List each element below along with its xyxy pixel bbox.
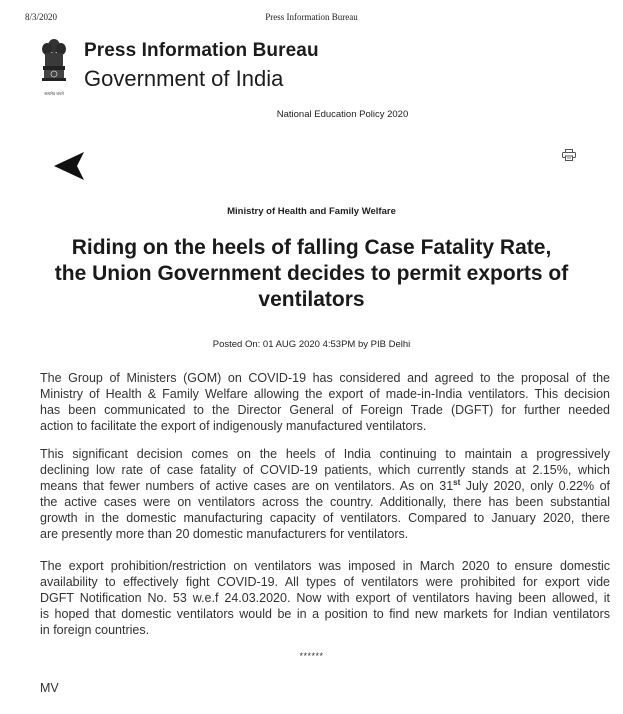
paragraph-line: has been communicated to the Director General of Foreign Trade (DGFT) for further needed — [40, 403, 610, 417]
paragraph-line: This significant decision comes on the heels of India continuing to maintain a progressively — [40, 447, 610, 461]
paragraph-line: availability to effectively fight COVID-19. All types of ventilators were prohibited for export vide — [40, 575, 610, 589]
back-arrow-icon[interactable] — [52, 150, 86, 182]
print-icon[interactable] — [562, 149, 576, 161]
paragraph-line: the active cases were on ventilators across the country. Additionally, there has been substantial — [40, 495, 610, 509]
posted-source: PIB Delhi — [370, 339, 411, 350]
title-line: ventilators — [258, 288, 365, 311]
line-text: July 2020, only 0.22% of — [460, 479, 610, 493]
body-paragraph — [40, 558, 610, 638]
title-line: Riding on the heels of falling Case Fatality Rate, — [71, 236, 552, 259]
posted-datetime: 01 AUG 2020 4:53PM — [262, 339, 356, 350]
line-text: means that fewer numbers of active cases are on ventilators. As on 31 — [40, 479, 454, 493]
body-paragraph — [40, 370, 610, 434]
paragraph-line: are presently more than 20 domestic manufacturers for ventilators. — [40, 527, 409, 541]
ordinal-suffix: st — [453, 477, 461, 487]
topic-link[interactable]: National Education Policy 2020 — [276, 109, 409, 120]
paragraph-line: The Group of Ministers (GOM) on COVID-19 has considered and agreed to the proposal of the — [40, 371, 610, 385]
print-date: 8/3/2020 — [25, 12, 58, 22]
emblem-caption: सत्यमेव जयते — [44, 91, 64, 96]
paragraph-line: in foreign countries. — [40, 623, 150, 637]
brand-title: Press Information Bureau — [84, 40, 319, 61]
section-separator: ****** — [299, 651, 324, 661]
paragraph-line: action to facilitate the export of indigenously manufactured ventilators. — [40, 419, 427, 433]
print-site-name: Press Information Bureau — [265, 12, 358, 22]
posted-info — [0, 339, 623, 350]
paragraph-line: DGFT Notification No. 53 w.e.f 24.03.2020. Now with export of ventilators having been allowed, it — [40, 591, 610, 605]
paragraph-line: growth in the domestic manufacturing capacity of ventilators. Compared to January 2020, there — [40, 511, 610, 525]
paragraph-line — [40, 478, 610, 494]
paragraph-line: The export prohibition/restriction on ventilators was imposed in March 2020 to ensure domestic — [40, 559, 610, 573]
paragraph-line: declining low rate of case fatality of COVID-19 patients, which currently stands at 2.15%, which — [40, 463, 610, 477]
paragraph-line: Ministry of Health & Family Welfare allowing the export of made-in-India ventilators. This decision — [40, 387, 610, 401]
brand-subtitle: Government of India — [84, 66, 284, 91]
ministry-name: Ministry of Health and Family Welfare — [227, 206, 396, 217]
paragraph-line: is hoped that domestic ventilators would be in a position to find new markets for Indian ventilators — [40, 607, 610, 621]
posted-by-label: by — [357, 339, 369, 350]
signature-initials: MV — [40, 681, 59, 695]
body-paragraph — [40, 446, 610, 542]
print-header — [0, 12, 623, 26]
press-release-title — [30, 235, 593, 313]
posted-label: Posted On: — [212, 339, 261, 350]
topic-banner — [0, 109, 623, 120]
title-line: the Union Government decides to permit exports of — [54, 262, 569, 285]
